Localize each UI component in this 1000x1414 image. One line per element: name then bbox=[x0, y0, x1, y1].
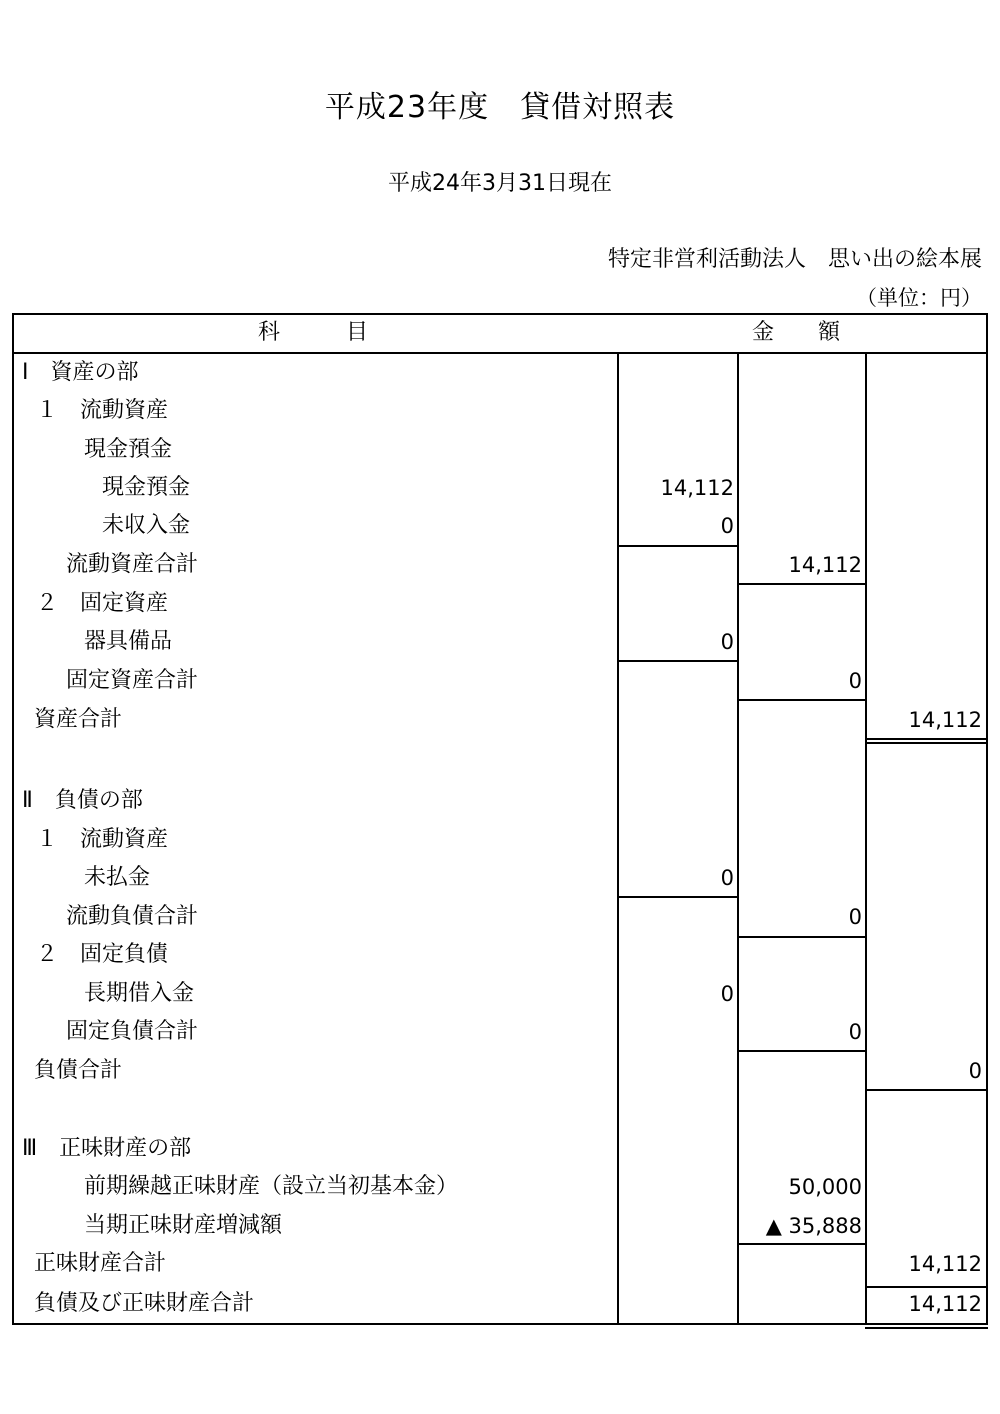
amount-value: 0 bbox=[968, 1059, 982, 1083]
as-of-date: 平成24年3月31日現在 bbox=[388, 171, 612, 196]
row-label: 前期繰越正味財産（設立当初基本金） bbox=[84, 1174, 459, 1199]
amount-value: 14,112 bbox=[660, 476, 734, 500]
row-label: 資産合計 bbox=[34, 707, 123, 732]
document-title: 平成23年度 貸借対照表 bbox=[324, 90, 676, 125]
row-label: 正味財産合計 bbox=[34, 1251, 167, 1276]
header-divider bbox=[12, 352, 988, 354]
amount-value: 14,112 bbox=[908, 1292, 982, 1316]
amount-value: 0 bbox=[848, 905, 862, 929]
row-label: ２ 固定資産 bbox=[36, 591, 169, 616]
row-label: 負債及び正味財産合計 bbox=[34, 1291, 255, 1316]
section-assets: Ⅰ 資産の部 bbox=[22, 360, 139, 385]
row-label: 長期借入金 bbox=[84, 981, 195, 1006]
row-label: 固定負債合計 bbox=[66, 1019, 199, 1044]
amount-value: 0 bbox=[720, 866, 734, 890]
amount-value: 0 bbox=[720, 982, 734, 1006]
total-double-line bbox=[865, 742, 988, 744]
organization-name: 特定非営利活動法人 思い出の絵本展 bbox=[607, 247, 982, 272]
row-label: 当期正味財産増減額 bbox=[84, 1213, 283, 1238]
amount-value: 50,000 bbox=[788, 1175, 862, 1199]
amount-value: 0 bbox=[720, 514, 734, 538]
header-amount: 金 額 bbox=[752, 320, 841, 345]
amount-value: 14,112 bbox=[908, 708, 982, 732]
row-label: 未収入金 bbox=[102, 513, 191, 538]
unit-label: （単位：円） bbox=[856, 286, 982, 310]
row-label: 負債合計 bbox=[34, 1058, 123, 1083]
row-label: 器具備品 bbox=[84, 629, 173, 654]
section-liabilities: Ⅱ 負債の部 bbox=[22, 788, 143, 813]
row-label: １ 流動資産 bbox=[36, 827, 169, 852]
row-label: 流動資産合計 bbox=[66, 552, 199, 577]
amount-value: 0 bbox=[720, 630, 734, 654]
row-label: 現金預金 bbox=[84, 437, 173, 462]
total-double-line bbox=[865, 1327, 988, 1329]
header-subject: 科 目 bbox=[258, 320, 369, 345]
amount-value: ▲ 35,888 bbox=[765, 1214, 862, 1238]
row-label: 未払金 bbox=[84, 865, 151, 890]
row-label: 固定資産合計 bbox=[66, 668, 199, 693]
row-label: １ 流動資産 bbox=[36, 398, 169, 423]
row-label: 現金預金 bbox=[102, 475, 191, 500]
amount-value: 14,112 bbox=[788, 553, 862, 577]
subtotal-line bbox=[617, 545, 737, 547]
subtotal-line bbox=[737, 936, 865, 938]
amount-value: 0 bbox=[848, 669, 862, 693]
section-net-assets: Ⅲ 正味財産の部 bbox=[22, 1136, 192, 1161]
column-divider-3 bbox=[865, 352, 867, 1325]
row-label: 流動負債合計 bbox=[66, 904, 199, 929]
amount-value: 0 bbox=[848, 1020, 862, 1044]
amount-value: 14,112 bbox=[908, 1252, 982, 1276]
row-label: ２ 固定負債 bbox=[36, 942, 169, 967]
